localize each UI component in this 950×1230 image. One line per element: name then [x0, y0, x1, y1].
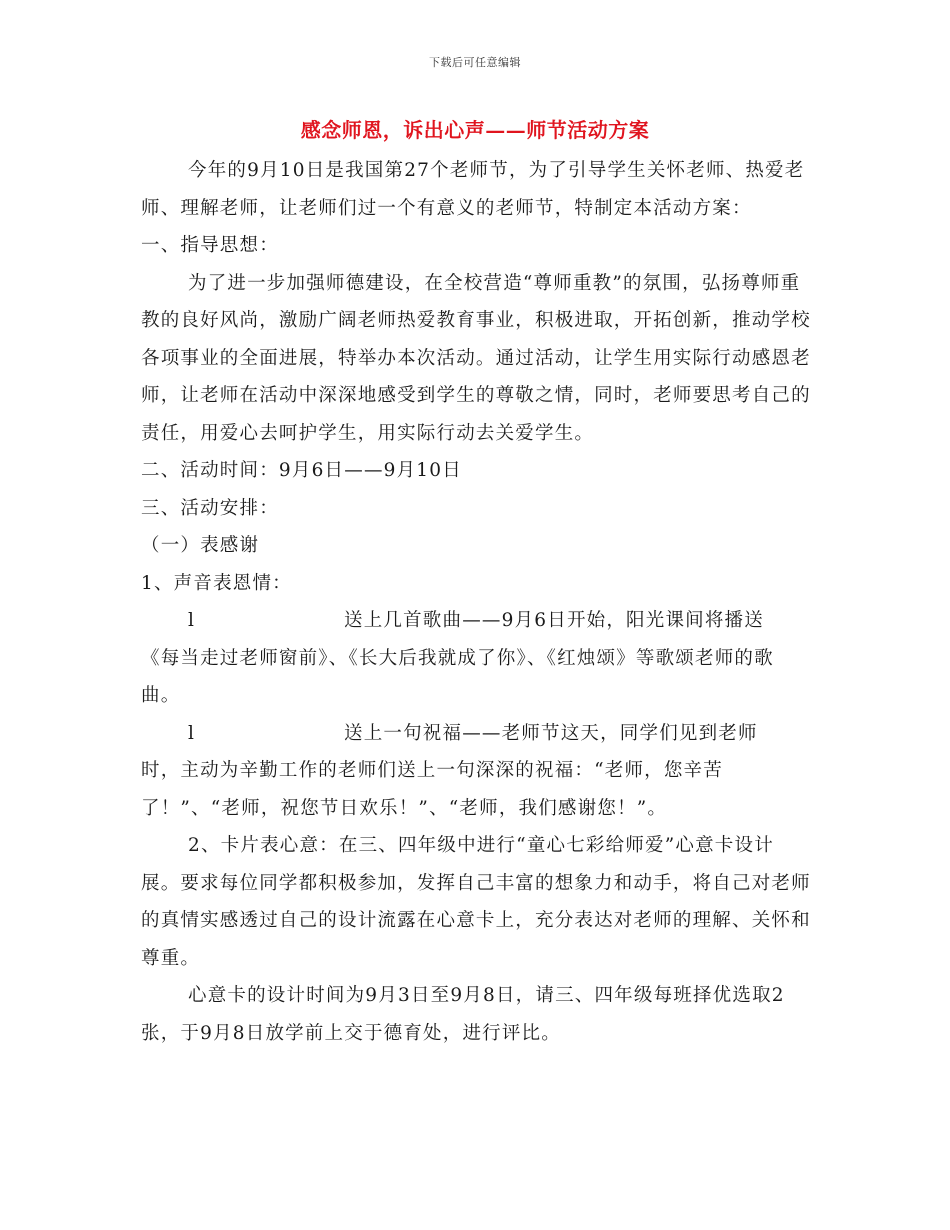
card-schedule-paragraph: 心意卡的设计时间为9月3日至9月8日，请三、四年级每班择优选取2张，于9月8日放学前上交于德育处，进行评比。 — [141, 985, 785, 1044]
section-heading-activity-time: 二、活动时间：9月6日——9月10日 — [141, 460, 462, 481]
bullet-continuation-songs: 《每当走过老师窗前》、《长大后我就成了你》、《红烛颂》等歌颂老师的歌曲。 — [141, 647, 774, 706]
section-heading-guiding-thought: 一、指导思想： — [141, 235, 279, 256]
header-note: 下载后可任意编辑 — [429, 56, 521, 69]
document-body — [141, 152, 813, 1052]
bullet-continuation-blessing: 时，主动为辛勤工作的老师们送上一句深深的祝福：“老师，您辛苦了！”、“老师，祝您节日欢乐！”、“老师，我们感谢您！”。 — [141, 760, 723, 819]
bullet-item-songs — [141, 602, 813, 640]
bullet-item-blessing — [141, 715, 813, 753]
guiding-thought-paragraph: 为了进一步加强师德建设，在全校营造“尊师重教”的氛围，弘扬尊师重教的良好风尚，激励广阔老师热爱教育事业，积极进取，开拓创新，推动学校各项事业的全面进展，特举办本次活动。通过活动，让学生用实际行动感恩老师，让老师在活动中深深地感受到学生的尊敬之情，同时，老师要思考自己的责任，用爱心去呵护学生，用实际行动去关爱学生。 — [141, 272, 811, 444]
bullet-mark: l — [188, 610, 196, 631]
section-heading-activity-arrangement: 三、活动安排： — [141, 497, 279, 519]
bullet-first-line: 送上一句祝福——老师节这天，同学们见到老师 — [344, 722, 758, 744]
bullet-first-line: 送上几首歌曲——9月6日开始，阳光课间将播送 — [344, 610, 764, 631]
card-activity-paragraph: 2、卡片表心意：在三、四年级中进行“童心七彩给师爱”心意卡设计展。要求每位同学都积极参加，发挥自己丰富的想象力和动手，将自己对老师的真情实感透过自己的设计流露在心意卡上，充分表达对老师的理解、关怀和尊重。 — [141, 835, 811, 969]
intro-paragraph: 今年的9月10日是我国第27个老师节，为了引导学生关怀老师、热爱老师、理解老师，让老师们过一个有意义的老师节，特制定本活动方案： — [141, 160, 805, 219]
item-heading-voice: 1、声音表恩情： — [141, 572, 292, 594]
document-title: 感念师恩，诉出心声——师节活动方案 — [300, 118, 650, 142]
subsection-heading-thanks: （一）表感谢 — [141, 535, 260, 556]
bullet-mark: l — [188, 722, 196, 744]
